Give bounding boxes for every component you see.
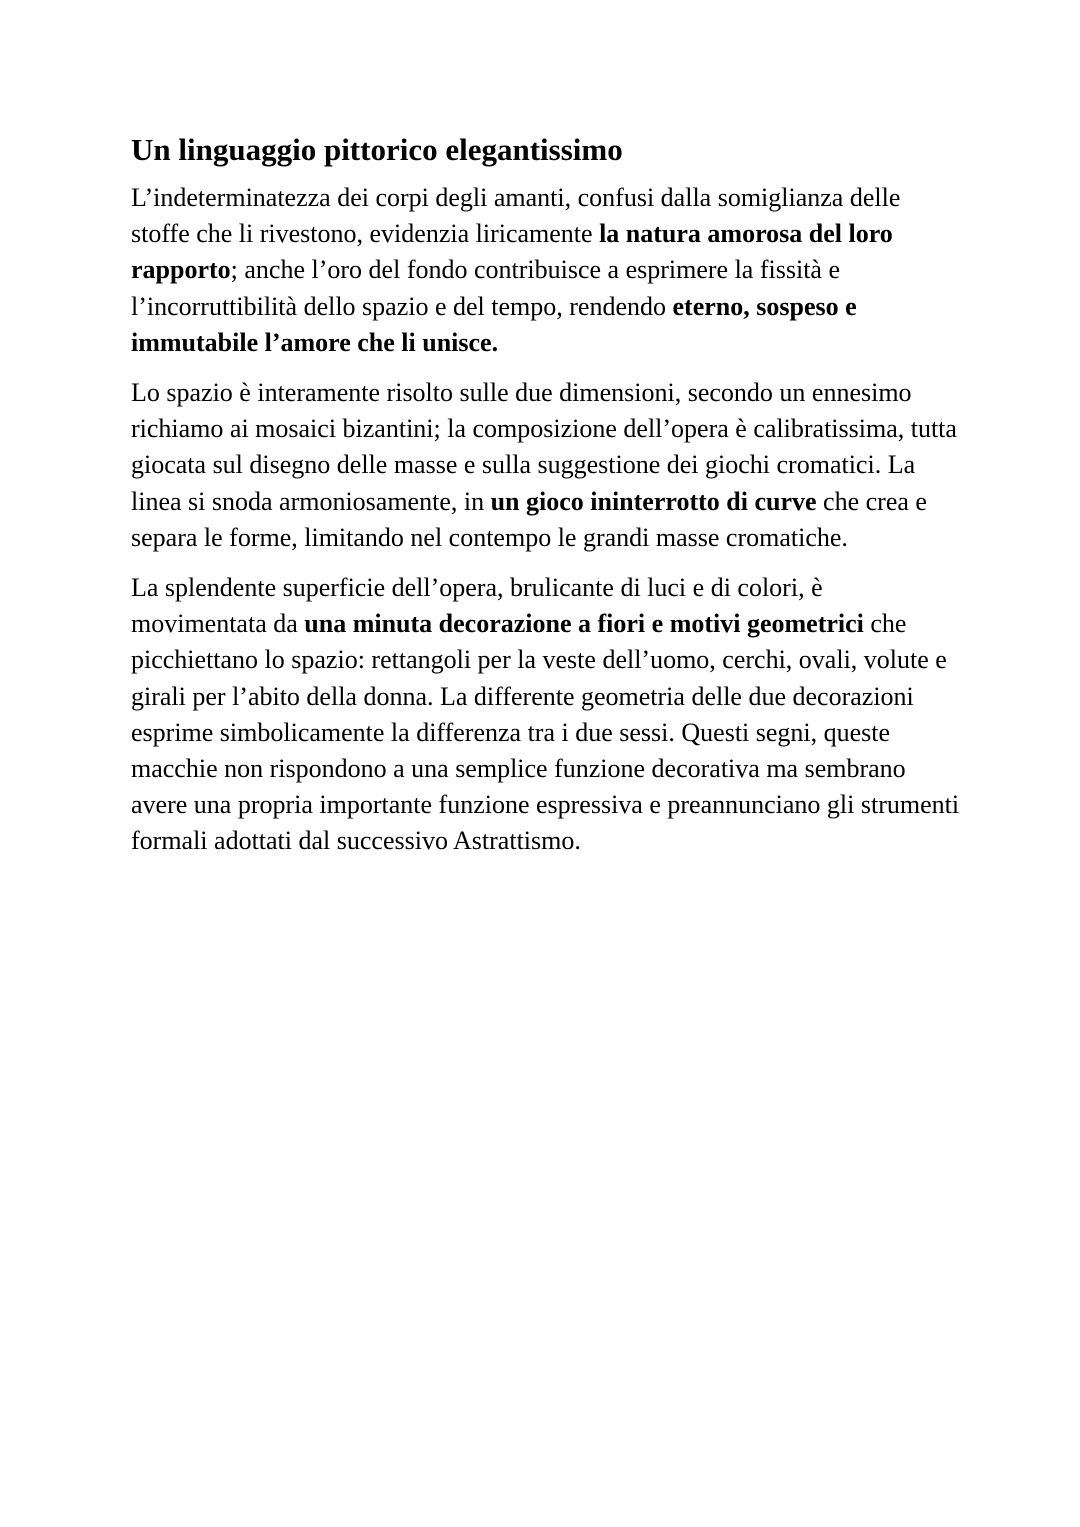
paragraph-3-text-1: La splendente superficie dell’opera, brulicante di luci e di colori, è movimentata da (131, 573, 823, 639)
paragraph-1-text-1: L’indeterminatezza dei corpi degli amanti, confusi dalla somiglianza delle stoffe che li rivestono, evidenzia liricamente (131, 183, 901, 249)
paragraph-2-text-2: che crea e separa le forme, limitando nel contempo le grandi masse cromatiche. (131, 486, 927, 552)
paragraph-1-bold-1: la natura amorosa del loro rapporto (131, 219, 893, 285)
paragraph-1-text-2: ; anche l’oro del fondo contribuisce a esprimere la fissità e l’incorruttibilità dello spazio e del tempo, rendendo (131, 255, 840, 321)
paragraph-3-text-2: che picchiettano lo spazio: rettangoli per la veste dell’uomo, cerchi, ovali, volute e girali per l’abito della donna. La differente geometria delle due decorazioni esprime simbolicamente la differenza tra i due sessi. Questi segni, queste macchie non rispondono a una semplice funzione decorativa ma sembrano avere una propria importante funzione espressiva e preannunciano gli strumenti formali adottati dal successivo Astrattismo. (131, 609, 960, 856)
paragraph-1-bold-2: eterno, sospeso e immutabile l’amore che li unisce. (131, 291, 857, 357)
section-title: Un linguaggio pittorico elegantissimo (131, 132, 623, 167)
paragraph-2 (131, 375, 961, 556)
paragraph-2-bold-1: un gioco ininterrotto di curve (490, 486, 817, 516)
paragraph-3 (131, 570, 961, 860)
document-page (131, 128, 961, 874)
paragraph-2-text-1: Lo spazio è interamente risolto sulle due dimensioni, secondo un ennesimo richiamo ai mosaici bizantini; la composizione dell’opera è calibratissima, tutta giocata sul disegno delle masse e sulla suggestione dei giochi cromatici. La linea si snoda armoniosamente, in (131, 378, 957, 516)
paragraph-3-bold-1: una minuta decorazione a fiori e motivi geometrici (304, 609, 864, 639)
paragraph-1 (131, 180, 961, 361)
